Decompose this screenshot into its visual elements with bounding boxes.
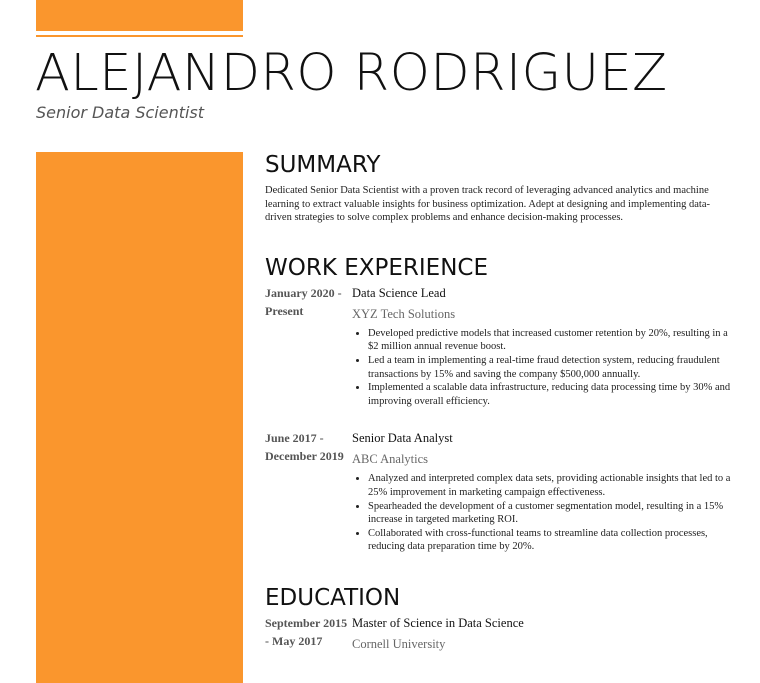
- job-bullet: • Collaborated with cross-functional teams to streamline data collection processes, reducing data preparation time by 20%.: [368, 527, 735, 554]
- education-entry: [265, 614, 735, 653]
- job-bullet: • Spearheaded the development of a customer segmentation model, resulting in a 15% increase in targeted marketing ROI.: [368, 500, 735, 527]
- job-dates: June 2017 - December 2019: [265, 431, 344, 464]
- job-bullet: • Analyzed and interpreted complex data sets, providing actionable insights that led to a 25% improvement in marketing campaign effectiveness.: [368, 472, 735, 499]
- job-entry: [265, 284, 735, 409]
- candidate-title: Senior Data Scientist: [36, 103, 205, 122]
- job-entry: [265, 429, 735, 554]
- job-bullet: • Developed predictive models that increased customer retention by 20%, resulting in a $2 million annual revenue boost.: [368, 327, 735, 354]
- education-school: Cornell University: [352, 636, 446, 651]
- job-bullet: • Implemented a scalable data infrastructure, reducing data processing time by 30% and improving overall efficiency.: [368, 381, 735, 408]
- summary-section: [265, 150, 735, 225]
- job-company: ABC Analytics: [352, 452, 429, 467]
- work-experience-heading: WORK EXPERIENCE: [265, 254, 489, 281]
- education-dates: September 2015 - May 2017: [265, 615, 348, 648]
- resume-main-column: [265, 150, 735, 653]
- education-heading: EDUCATION: [265, 584, 401, 611]
- education-section: [265, 583, 735, 653]
- job-title: Senior Data Analyst: [352, 431, 453, 446]
- job-dates: January 2020 - Present: [265, 285, 342, 318]
- summary-heading: SUMMARY: [265, 152, 381, 178]
- job-company: XYZ Tech Solutions: [352, 306, 456, 321]
- job-title: Data Science Lead: [352, 285, 446, 300]
- education-degree: Master of Science in Data Science: [352, 615, 524, 630]
- job-bullet: • Led a team in implementing a real-time fraud detection system, reducing fraudulent transactions by 15% and saving the company $500,000 annually.: [368, 354, 735, 381]
- header-accent-line: [36, 35, 243, 37]
- job-bullets: [352, 327, 735, 409]
- sidebar-accent-panel: [36, 152, 243, 683]
- summary-text: Dedicated Senior Data Scientist with a proven track record of leveraging advanced analytics and machine learning to extract valuable insights for business optimization. Adept at designing and implementing data-driven strategies to solve complex problems and enhance decision-making processes.: [265, 185, 710, 224]
- job-bullets: [352, 472, 735, 554]
- header-accent-bar: [36, 0, 243, 31]
- work-experience-section: [265, 253, 735, 554]
- candidate-name: ALEJANDRO RODRIGUEZ: [35, 44, 668, 103]
